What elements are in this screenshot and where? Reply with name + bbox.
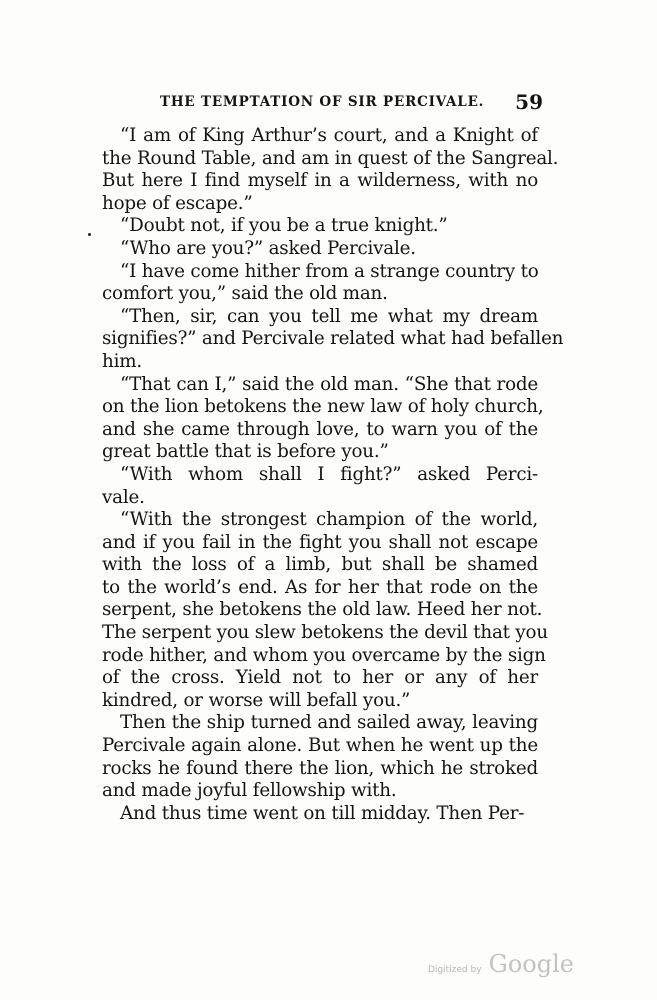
- text-line: the Round Table, and am in quest of the Sangreal.: [102, 147, 559, 169]
- text-line: to the world’s end. As for her that rode on the: [102, 576, 538, 598]
- text-line: and she came through love, to warn you of the: [102, 418, 538, 440]
- text-line: “That can I,” said the old man. “She that rode: [120, 373, 538, 395]
- text-line: Percivale again alone. But when he went up the: [102, 735, 538, 757]
- text-line: “With the strongest champion of the world,: [120, 509, 538, 531]
- paragraph: [102, 373, 544, 464]
- text-line: “Doubt not, if you be a true knight.”: [120, 215, 448, 237]
- text-line: of the cross. Yield not to her or any of her: [102, 667, 538, 689]
- text-line: serpent, she betokens the old law. Heed her not.: [102, 599, 543, 621]
- text-line: And thus time went on till midday. Then Per-: [120, 802, 525, 824]
- text-line: great battle that is before you.”: [102, 441, 389, 463]
- text-line: “I am of King Arthur’s court, and a Knight of: [120, 125, 538, 146]
- body-text: [102, 125, 564, 825]
- text-line: kindred, or worse will befall you.”: [102, 689, 411, 711]
- paragraph: [102, 125, 559, 215]
- text-line: rocks he found there the lion, which he stroked: [102, 757, 538, 779]
- text-line: “I have come hither from a strange country to: [120, 260, 539, 282]
- text-line: comfort you,” said the old man.: [102, 283, 388, 305]
- paragraph: [102, 464, 538, 509]
- paragraph: [102, 803, 538, 826]
- paragraph: [102, 712, 538, 802]
- paragraph: [102, 509, 548, 712]
- paragraph: [102, 215, 538, 238]
- stray-ink-mark: [88, 233, 91, 236]
- text-line: vale.: [102, 486, 145, 508]
- paragraph: [102, 305, 564, 374]
- paragraph: [102, 238, 538, 261]
- text-line: hope of escape.”: [102, 192, 253, 214]
- text-line: with the loss of a limb, but shall be shamed: [102, 554, 538, 576]
- paragraph: [102, 261, 538, 306]
- text-line: signifies?” and Percivale related what had befallen: [102, 328, 564, 350]
- text-line: “Who are you?” asked Percivale.: [120, 237, 416, 259]
- text-line: But here I find myself in a wilderness, with no: [102, 170, 538, 192]
- page-header: [160, 90, 543, 114]
- digitized-by-google-watermark: [428, 950, 574, 980]
- text-line: “With whom shall I fight?” asked Perci-: [120, 463, 538, 485]
- text-line: him.: [102, 350, 142, 372]
- text-line: and made joyful fellowship with.: [102, 780, 397, 802]
- text-line: and if you fail in the fight you shall not escape: [102, 531, 538, 553]
- text-line: rode hither, and whom you overcame by the sign: [102, 644, 546, 666]
- watermark-prefix: Digitized by: [428, 965, 482, 975]
- text-line: on the lion betokens the new law of holy church,: [102, 396, 544, 418]
- running-head: THE TEMPTATION OF SIR PERCIVALE.: [160, 94, 485, 110]
- watermark-logo: Google: [488, 950, 574, 978]
- text-line: “Then, sir, can you tell me what my dream: [120, 305, 538, 327]
- text-line: The serpent you slew betokens the devil that you: [102, 622, 548, 644]
- page-number: 59: [515, 90, 543, 114]
- text-line: Then the ship turned and sailed away, leaving: [120, 712, 538, 734]
